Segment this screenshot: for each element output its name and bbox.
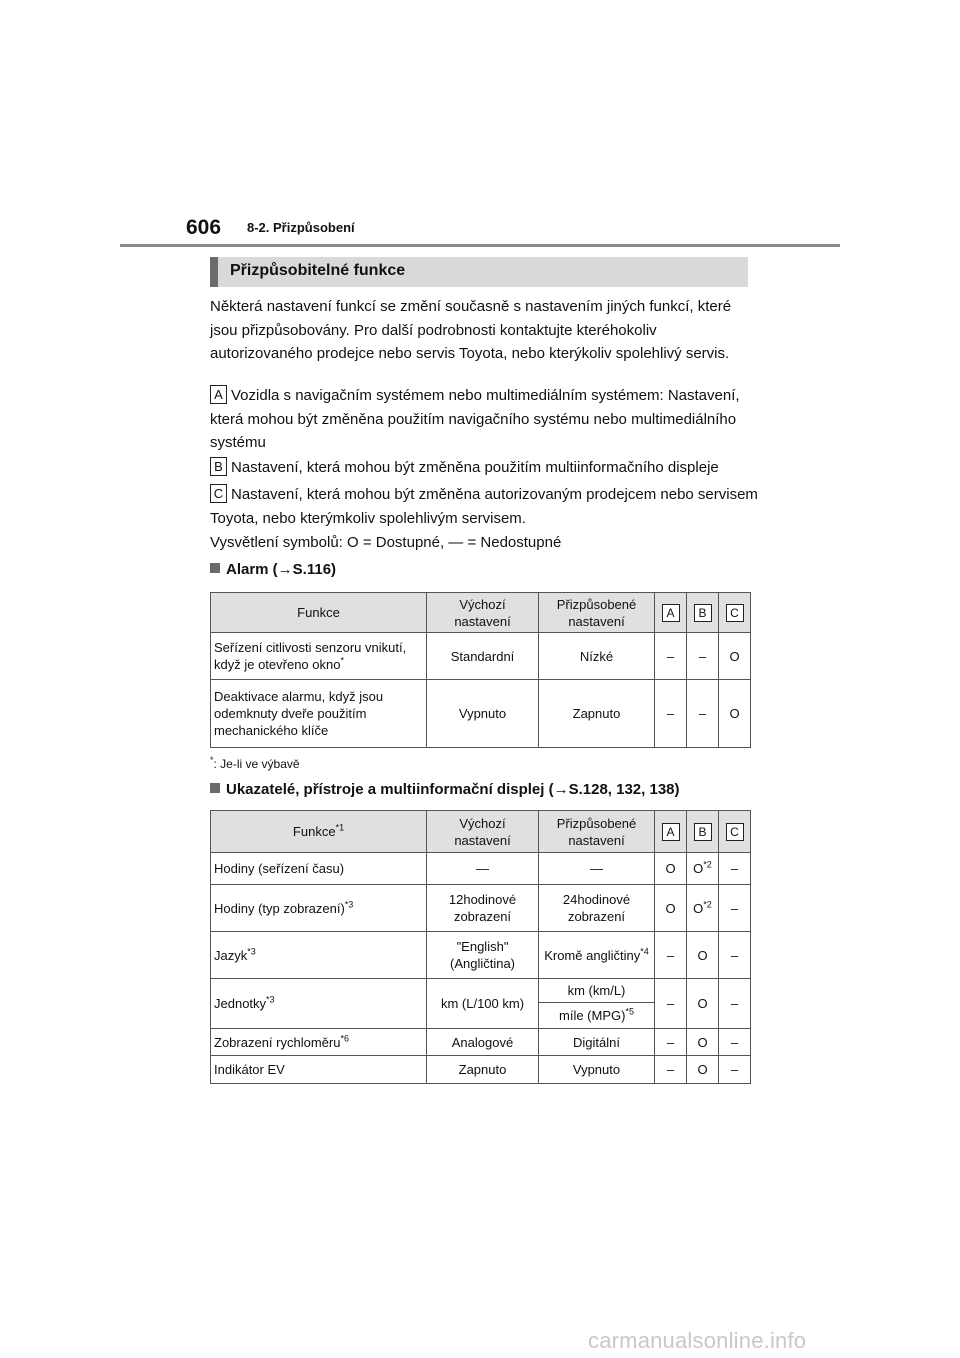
table-header-row [211, 593, 751, 633]
cell-default: Vypnuto [427, 680, 539, 748]
cell-b: O [687, 979, 719, 1029]
cell-function: Jednotky$^{*3}$ [211, 979, 427, 1029]
square-bullet-icon [210, 563, 220, 573]
gauges-heading-text: Ukazatelé, přístroje a multiinformační displej (→S.128, 132, 138) [226, 781, 680, 798]
table-row [211, 853, 751, 885]
cell-function: Hodiny (typ zobrazení)$^{*3}$ [211, 885, 427, 932]
cell-c: – [719, 885, 751, 932]
legend-item-c-text: Nastavení, která mohou být změněna autorizovaným prodejcem nebo servisem Toyota, nebo kterýmkoliv spolehlivým servisem. [210, 486, 758, 527]
header-default: Výchozí nastavení [427, 811, 539, 853]
cell-b: – [687, 680, 719, 748]
cell-default: Analogové [427, 1029, 539, 1056]
section-title: Přizpůsobitelné funkce [230, 262, 406, 279]
alarm-table [210, 592, 751, 748]
cell-c: O [719, 633, 751, 680]
table-row [211, 885, 751, 932]
page-number: 606 [186, 216, 222, 239]
header-function: Funkce$^{*1}$ [211, 811, 427, 853]
letter-b-box: B [210, 457, 227, 476]
header-c [719, 811, 751, 853]
cell-custom: míle (MPG)$^{*5}$ [539, 1003, 655, 1029]
alarm-footnote: *: Je-li ve výbavě [210, 755, 300, 771]
header-a [655, 593, 687, 633]
header-c [719, 593, 751, 633]
header-custom: Přizpůsobené nastavení [539, 811, 655, 853]
cell-function: Hodiny (seřízení času) [211, 853, 427, 885]
cell-custom: Digitální [539, 1029, 655, 1056]
table-row [211, 1029, 751, 1056]
table-row [211, 1056, 751, 1084]
cell-c: – [719, 1056, 751, 1084]
cell-c: – [719, 1029, 751, 1056]
cell-a: – [655, 633, 687, 680]
letter-c-box: C [726, 604, 744, 622]
cell-c: O [719, 680, 751, 748]
cell-custom: Zapnuto [539, 680, 655, 748]
legend-item-a [210, 384, 758, 455]
header-default: Výchozí nastavení [427, 593, 539, 633]
legend-item-b-text: Nastavení, která mohou být změněna použitím multiinformačního displeje [231, 459, 719, 476]
letter-a-box: A [662, 823, 680, 841]
header-a [655, 811, 687, 853]
header-b [687, 593, 719, 633]
cell-function: Indikátor EV [211, 1056, 427, 1084]
cell-a: – [655, 1029, 687, 1056]
cell-default: "English" (Angličtina) [427, 932, 539, 979]
letter-c-box: C [726, 823, 744, 841]
cell-a: O [655, 853, 687, 885]
cell-custom: Vypnuto [539, 1056, 655, 1084]
cell-a: – [655, 932, 687, 979]
cell-default: — [427, 853, 539, 885]
cell-a: O [655, 885, 687, 932]
gauges-table [210, 810, 751, 1084]
cell-c: – [719, 932, 751, 979]
legend-item-c [210, 483, 758, 530]
header-custom: Přizpůsobené nastavení [539, 593, 655, 633]
cell-custom: Kromě angličtiny$^{*4}$ [539, 932, 655, 979]
symbols-legend: Vysvětlení symbolů: O = Dostupné, — = Nedostupné [210, 534, 562, 551]
table-row [211, 932, 751, 979]
cell-function: Zobrazení rychloměru$^{*6}$ [211, 1029, 427, 1056]
cell-custom: 24hodinové zobrazení [539, 885, 655, 932]
section-header [210, 257, 748, 287]
cell-b: O [687, 932, 719, 979]
cell-default: km (L/100 km) [427, 979, 539, 1029]
letter-c-box: C [210, 484, 227, 503]
cell-default: Standardní [427, 633, 539, 680]
cell-default: Zapnuto [427, 1056, 539, 1084]
gauges-heading [210, 781, 680, 798]
table-row [211, 633, 751, 680]
cell-function: Jazyk$^{*3}$ [211, 932, 427, 979]
cell-b: $O^{*2}$ [687, 885, 719, 932]
intro-paragraph: Některá nastavení funkcí se změní současně s nastavením jiných funkcí, které jsou přizpůsobovány. Pro další podrobnosti kontaktujte kteréhokoliv autorizovaného prodejce nebo servis Toyota, nebo kterýkoliv spolehlivý servis. [210, 298, 732, 362]
cell-c: – [719, 979, 751, 1029]
letter-b-box: B [694, 823, 712, 841]
letter-b-box: B [694, 604, 712, 622]
letter-a-box: A [210, 385, 227, 404]
cell-b: O [687, 1056, 719, 1084]
watermark: carmanualsonline.info [588, 1328, 807, 1353]
cell-c: – [719, 853, 751, 885]
table-row [211, 979, 751, 1003]
cell-b: – [687, 633, 719, 680]
cell-b: $O^{*2}$ [687, 853, 719, 885]
cell-a: – [655, 1056, 687, 1084]
cell-a: – [655, 680, 687, 748]
alarm-heading-text: Alarm (→S.116) [226, 561, 337, 578]
header-b [687, 811, 719, 853]
letter-a-box: A [662, 604, 680, 622]
cell-a: – [655, 979, 687, 1029]
cell-custom: — [539, 853, 655, 885]
legend-item-a-text: Vozidla s navigačním systémem nebo multimediálním systémem: Nastavení, která mohou být změněna použitím navigačního systému nebo multimediálního systému [210, 387, 740, 451]
cell-function: Seřízení citlivosti senzoru vnikutí, když je otevřeno okno* [211, 633, 427, 680]
header-function: Funkce [211, 593, 427, 633]
legend-item-b [210, 456, 758, 480]
table-row [211, 680, 751, 748]
chapter-title: 8-2. Přizpůsobení [247, 220, 355, 235]
cell-custom: km (km/L) [539, 979, 655, 1003]
square-bullet-icon [210, 783, 220, 793]
alarm-heading [210, 561, 336, 578]
cell-b: O [687, 1029, 719, 1056]
cell-custom: Nízké [539, 633, 655, 680]
header-rule [120, 244, 840, 247]
cell-default: 12hodinové zobrazení [427, 885, 539, 932]
table-header-row [211, 811, 751, 853]
cell-function: Deaktivace alarmu, když jsou odemknuty dveře použitím mechanického klíče [211, 680, 427, 748]
